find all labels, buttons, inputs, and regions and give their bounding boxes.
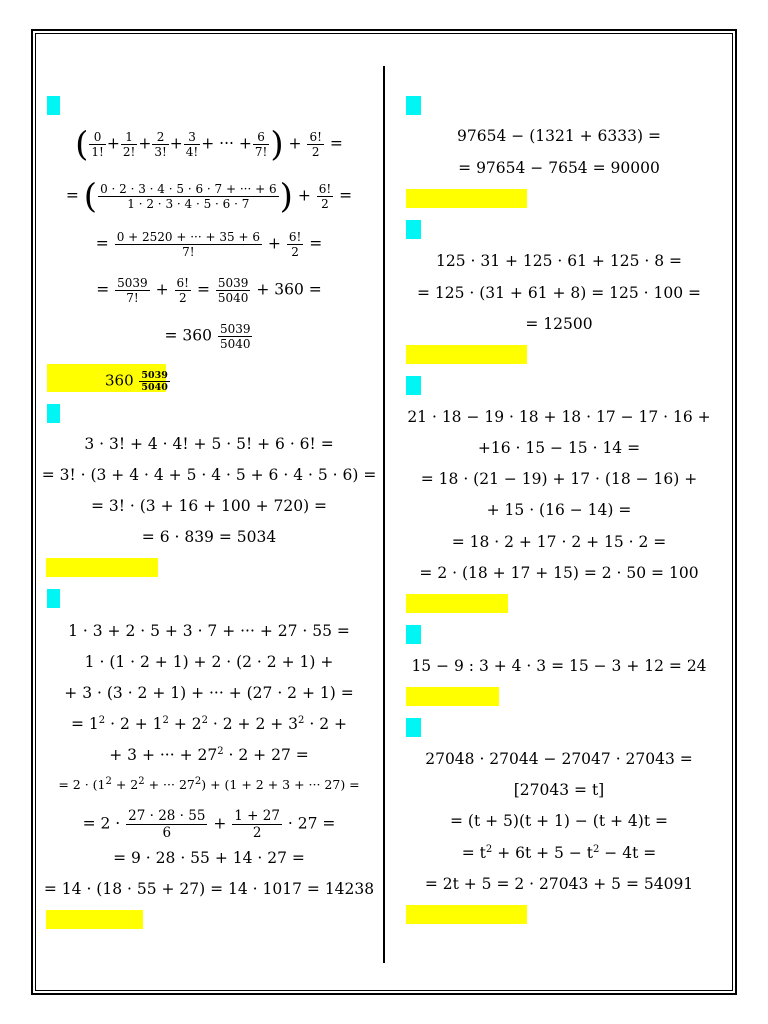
yellow-highlight — [46, 558, 158, 577]
math-line: = $t^2 + 6t + 5 - t^2 - 4t$ = — [461, 843, 657, 862]
math-line: 1 · 3 + 2 · 5 + 3 · 7 + ··· + 27 · 55 = — [68, 622, 350, 640]
math-line: + 15 · (16 − 14) = — [486, 501, 632, 519]
math-line: = $2 \cdot (1^2 + 2^2$ + ··· $27^2) + (1 + 2 + 3$ + ··· 27) = — [58, 775, 360, 792]
math-line: [27043 = t] — [513, 781, 605, 799]
math-line: = 2 · (18 + 17 + 15) = 2 · 50 = 100 — [419, 564, 699, 582]
cyan-marker — [47, 404, 60, 423]
math-line: 3 · 3! + 4 · 4! + 5 · 5! + 6 · 6! = — [84, 435, 334, 453]
math-line: = 14 · (18 · 55 + 27) = 14 · 1017 = 14238 — [43, 880, 375, 898]
math-line: = 2 · $\frac{27 \cdot 28 \cdot 55}{6}$ + $\frac{1 + 27}{2}$ · 27 = — [82, 808, 336, 841]
math-line: = 3! · (3 + 16 + 100 + 720) = — [90, 497, 328, 515]
cyan-marker — [406, 376, 421, 395]
column-divider — [383, 66, 385, 963]
cyan-marker — [406, 220, 421, 239]
cyan-marker — [406, 96, 421, 115]
cyan-marker — [406, 625, 421, 644]
math-line: + 3 · (3 · 2 + 1) + ··· + (27 · 2 + 1) = — [64, 684, 354, 702]
answer-value: 360 $\frac{5039}{5040}$ — [105, 370, 168, 393]
math-line: = 360 $\frac{5039}{5040}$ — [164, 322, 251, 351]
math-line: = 18 · 2 + 17 · 2 + 15 · 2 = — [451, 533, 667, 551]
math-line: = 2t + 5 = 2 · 27043 + 5 = 54091 — [424, 875, 694, 893]
math-line: = 125 · (31 + 61 + 8) = 125 · 100 = — [416, 284, 702, 302]
yellow-highlight — [406, 594, 508, 613]
yellow-highlight — [406, 189, 527, 208]
cyan-marker — [47, 589, 60, 608]
math-line: = 9 · 28 · 55 + 14 · 27 = — [113, 849, 305, 867]
math-line: 1 · (1 · 2 + 1) + 2 · (2 · 2 + 1) + — [84, 653, 334, 671]
math-line: 97654 − (1321 + 6333) = — [457, 127, 661, 145]
math-line: 27048 · 27044 − 27047 · 27043 = — [425, 750, 693, 768]
math-line: = $\frac{0 + 2520 + \cdot\cdot\cdot + 35 + 6}{7!}$ + $\frac{6!}{2}$ = — [95, 230, 323, 259]
cyan-marker — [406, 718, 421, 737]
math-line: = 97654 − 7654 = 90000 — [458, 159, 660, 177]
yellow-highlight — [406, 687, 499, 706]
yellow-highlight — [46, 910, 143, 929]
yellow-highlight — [406, 905, 527, 924]
math-line: +16 · 15 − 15 · 14 = — [477, 439, 641, 457]
math-line: + 3 + ··· + $27^2 \cdot 2 + 27$ = — [109, 745, 309, 764]
math-line: = 3! · (3 + 4 · 4 + 5 · 4 · 5 + 6 · 4 · 5 · 6) = — [41, 466, 377, 484]
math-line: = $1^2 \cdot 2 + 1^2 + 2^2 \cdot 2 + 2 + 3^2 \cdot 2$ + — [71, 714, 347, 733]
math-line: 125 · 31 + 125 · 61 + 125 · 8 = — [435, 252, 682, 270]
math-line: = 18 · (21 − 19) + 17 · (18 − 16) + — [420, 470, 698, 488]
math-line: = $\frac{5039}{7!}$ + $\frac{6!}{2}$ = $\frac{5039}{5040}$ + 360 = — [96, 276, 322, 305]
math-line: 15 − 9 : 3 + 4 · 3 = 15 − 3 + 12 = 24 — [411, 657, 707, 675]
math-line: ( $\frac{0}{1!}$ + $\frac{1}{2!}$ + $\frac{2}{3!}$ + $\frac{3}{4!}$ + ··· + $\frac{6}{7!}$ ) + $\frac{6!}{2}$ = — [75, 124, 343, 165]
math-line: = ( $\frac{0 \cdot 2 \cdot 3 \cdot 4 \cdot 5 \cdot 6 \cdot 7 + \cdot\cdot\cdot + 6}{1 \cdot 2 \cdot 3 \cdot 4 \cdot 5 \cdot 6 \cdot 7}$ ) + $\frac{6!}{2}$ = — [65, 176, 353, 217]
cyan-marker — [47, 96, 60, 115]
math-line: = (t + 5)(t + 1) − (t + 4)t = — [450, 812, 668, 830]
math-line: = 12500 — [525, 315, 593, 333]
math-line: = 6 · 839 = 5034 — [141, 528, 277, 546]
math-line: 21 · 18 − 19 · 18 + 18 · 17 − 17 · 16 + — [407, 408, 711, 426]
yellow-highlight — [406, 345, 527, 364]
answer-highlight — [47, 364, 166, 392]
